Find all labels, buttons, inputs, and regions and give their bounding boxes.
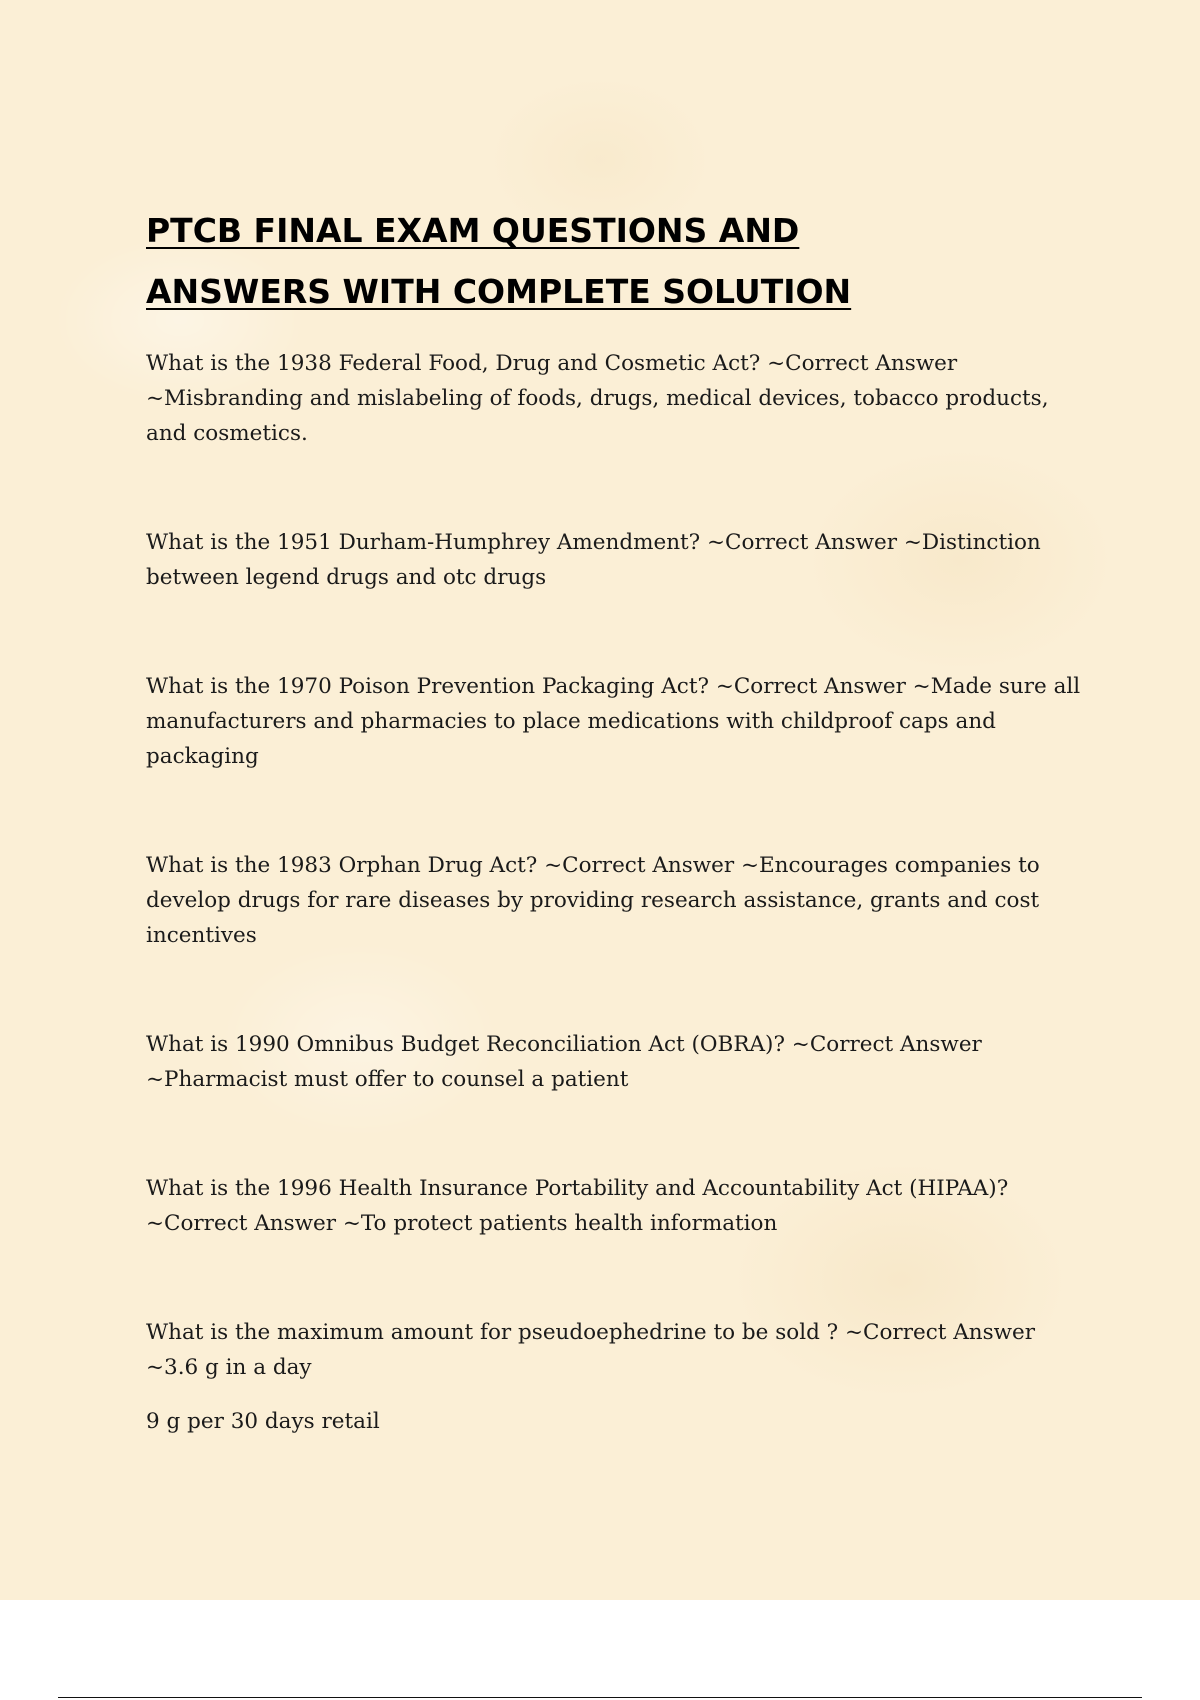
title-line-1: PTCB FINAL EXAM QUESTIONS AND [146, 211, 800, 250]
qa-item-durham-humphrey: What is the 1951 Durham-Humphrey Amendment? ~Correct Answer ~Distinction between legend drugs and otc drugs [146, 530, 1041, 590]
qa-item-poison-prevention: What is the 1970 Poison Prevention Packaging Act? ~Correct Answer ~Made sure all manufacturers and pharmacies to place medications with childproof caps and packaging [146, 674, 1081, 769]
title-line-2: ANSWERS WITH COMPLETE SOLUTION [146, 272, 852, 311]
qa-list [146, 346, 1086, 1439]
qa-item-food-drug-cosmetic-act: What is the 1938 Federal Food, Drug and Cosmetic Act? ~Correct Answer ~Misbranding and mislabeling of foods, drugs, medical devices, tobacco products, and cosmetics. [146, 351, 1049, 446]
qa-item-orphan-drug-act: What is the 1983 Orphan Drug Act? ~Correct Answer ~Encourages companies to develop drugs for rare diseases by providing research assistance, grants and cost incentives [146, 853, 1040, 948]
qa-item-pseudoephedrine: What is the maximum amount for pseudoephedrine to be sold ? ~Correct Answer ~3.6 g in a day [146, 1320, 1036, 1380]
qa-item-hipaa: What is the 1996 Health Insurance Portability and Accountability Act (HIPAA)? ~Correct Answer ~To protect patients health information [146, 1176, 1009, 1236]
document-title [146, 200, 1086, 322]
document-body [146, 200, 1086, 1439]
qa-extra-line: 9 g per 30 days retail [146, 1409, 380, 1434]
qa-item-obra: What is 1990 Omnibus Budget Reconciliation Act (OBRA)? ~Correct Answer ~Pharmacist must offer to counsel a patient [146, 1032, 982, 1092]
footer-divider [58, 1697, 1142, 1698]
